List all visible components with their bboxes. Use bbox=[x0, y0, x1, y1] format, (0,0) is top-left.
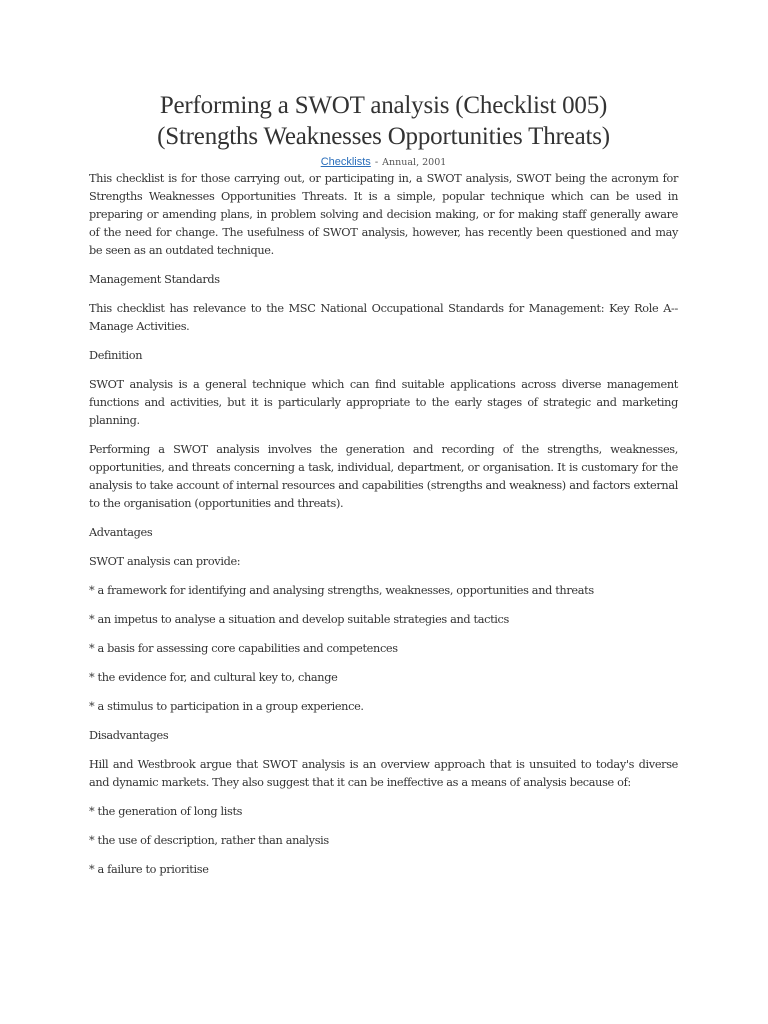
heading-advantages: Advantages bbox=[89, 526, 153, 539]
paragraph-disadvantages: Hill and Westbrook argue that SWOT analysis is an overview approach that is unsuited to today's diverse and dynamic markets. They also suggest that it can be ineffective as a means of analysis because of: bbox=[89, 758, 678, 789]
list-item-disadvantage: * the generation of long lists bbox=[89, 805, 243, 818]
document-page bbox=[89, 90, 678, 890]
paragraph-performing: Performing a SWOT analysis involves the generation and recording of the strengths, weaknesses, opportunities, and threats concerning a task, individual, department, or organisation. It is customary for the analysis to take account of internal resources and capabilities (strengths and weakness) and factors external to the organisation (opportunities and threats). bbox=[89, 443, 678, 510]
list-item-advantage: * a stimulus to participation in a group experience. bbox=[89, 700, 364, 713]
document-title bbox=[89, 90, 678, 152]
paragraph-definition: SWOT analysis is a general technique which can find suitable applications across diverse management functions and activities, but it is particularly appropriate to the early stages of strategic and marketing planning. bbox=[89, 378, 678, 427]
list-item-disadvantage: * a failure to prioritise bbox=[89, 863, 209, 876]
document-body bbox=[89, 170, 678, 879]
list-item-advantage: * the evidence for, and cultural key to, change bbox=[89, 671, 338, 684]
list-item-disadvantage: * the use of description, rather than analysis bbox=[89, 834, 329, 847]
publication-date: Annual, 2001 bbox=[382, 157, 447, 168]
list-item-advantage: * a framework for identifying and analysing strengths, weaknesses, opportunities and threats bbox=[89, 584, 594, 597]
heading-management-standards: Management Standards bbox=[89, 273, 220, 286]
heading-definition: Definition bbox=[89, 349, 143, 362]
paragraph-advantages-intro: SWOT analysis can provide: bbox=[89, 555, 241, 568]
document-meta bbox=[89, 155, 678, 170]
paragraph-standards: This checklist has relevance to the MSC National Occupational Standards for Management: Key Role A--Manage Activities. bbox=[89, 302, 678, 333]
title-line-2: (Strengths Weaknesses Opportunities Threats) bbox=[157, 123, 610, 150]
title-line-1: Performing a SWOT analysis (Checklist 005) bbox=[159, 92, 608, 119]
meta-separator: - bbox=[374, 157, 379, 168]
category-link[interactable]: Checklists bbox=[320, 156, 371, 168]
paragraph-intro: This checklist is for those carrying out, or participating in, a SWOT analysis, SWOT being the acronym for Strengths Weaknesses Opportunities Threats. It is a simple, popular technique which can be used in preparing or amending plans, in problem solving and decision making, or for making staff generally aware of the need for change. The usefulness of SWOT analysis, however, has recently been questioned and may be seen as an outdated technique. bbox=[89, 172, 678, 257]
heading-disadvantages: Disadvantages bbox=[89, 729, 169, 742]
list-item-advantage: * a basis for assessing core capabilities and competences bbox=[89, 642, 398, 655]
list-item-advantage: * an impetus to analyse a situation and develop suitable strategies and tactics bbox=[89, 613, 509, 626]
